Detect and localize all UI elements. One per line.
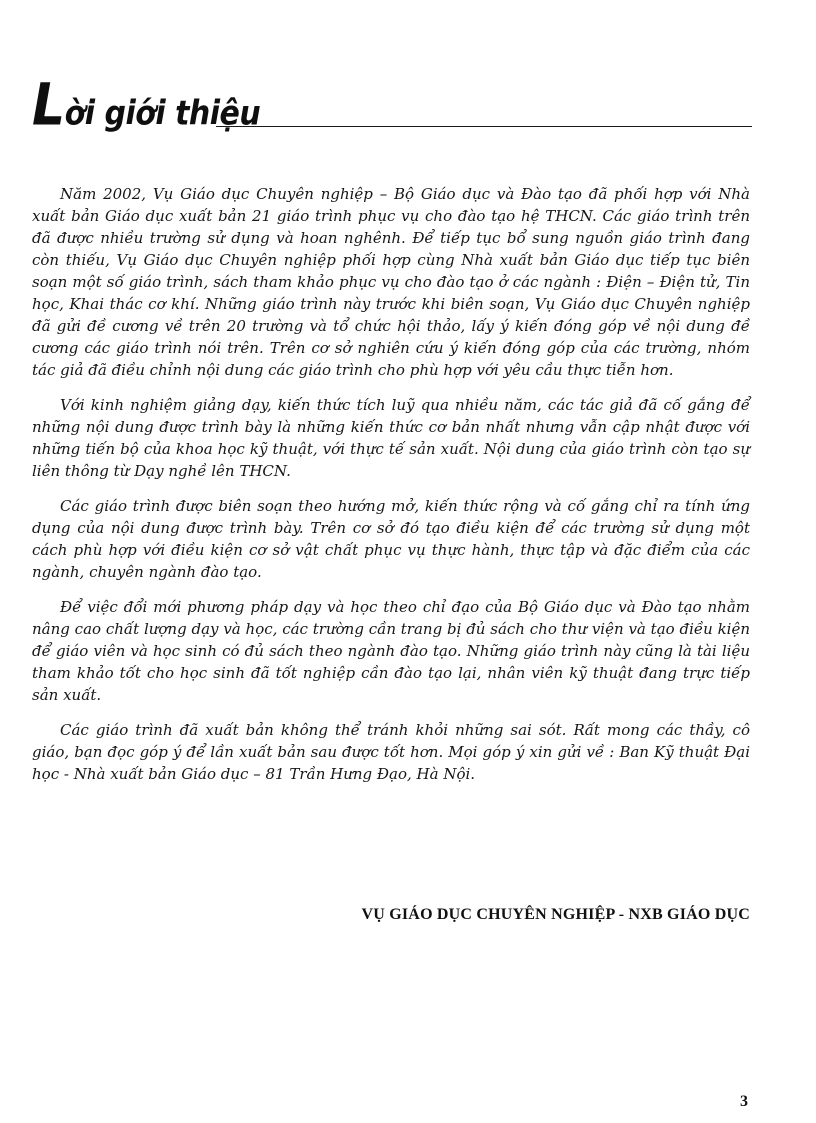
paragraph-innovation: Để việc đổi mới phương pháp dạy và học theo chỉ đạo của Bộ Giáo dục và Đào tạo nhằm nâng cao chất lượng dạy và học, các trường cần trang bị đủ sách cho thư viện và tạo điều kiện để giáo viên và học sinh có đủ sách theo ngành đào tạo. Những giáo trình này cũng là tài liệu tham khảo tốt cho học sinh đã tốt nghiệp cần đào tạo lại, nhân viên kỹ thuật đang trực tiếp sản xuất. [32, 598, 750, 704]
paragraph-intro: Năm 2002, Vụ Giáo dục Chuyên nghiệp – Bộ Giáo dục và Đào tạo đã phối hợp với Nhà xuất bản Giáo dục xuất bản 21 giáo trình phục vụ cho đào tạo hệ THCN. Các giáo trình trên đã được nhiều trường sử dụng và hoan nghênh. Để tiếp tục bổ sung nguồn giáo trình đang còn thiếu, Vụ Giáo dục Chuyên nghiệp phối hợp cùng Nhà xuất bản Giáo dục tiếp tục biên soạn một số giáo trình, sách tham khảo phục vụ cho đào tạo ở các ngành : Điện – Điện tử, Tin học, Khai thác cơ khí. Những giáo trình này trước khi biên soạn, Vụ Giáo dục Chuyên nghiệp đã gửi đề cương về trên 20 trường và tổ chức hội thảo, lấy ý kiến đóng góp về nội dung đề cương các giáo trình nói trên. Trên cơ sở nghiên cứu ý kiến đóng góp của các trường, nhóm tác giả đã điều chỉnh nội dung các giáo trình cho phù hợp với yêu cầu thực tiễn hơn. [32, 185, 750, 379]
paragraph-feedback: Các giáo trình đã xuất bản không thể tránh khỏi những sai sót. Rất mong các thầy, cô giáo, bạn đọc góp ý để lần xuất bản sau được tốt hơn. Mọi góp ý xin gửi về : Ban Kỹ thuật Đại học - Nhà xuất bản Giáo dục – 81 Trần Hưng Đạo, Hà Nội. [32, 721, 750, 783]
paragraph-experience: Với kinh nghiệm giảng dạy, kiến thức tích luỹ qua nhiều năm, các tác giả đã cố gắng để những nội dung được trình bày là những kiến thức cơ bản nhất nhưng vẫn cập nhật được với những tiến bộ của khoa học kỹ thuật, với thực tế sản xuất. Nội dung của giáo trình còn tạo sự liên thông từ Dạy nghề lên THCN. [32, 396, 750, 480]
signature: VỤ GIÁO DỤC CHUYÊN NGHIỆP - NXB GIÁO DỤC [361, 906, 750, 923]
heading-rule [216, 126, 752, 127]
heading-title: Lời giới thiệu [32, 72, 261, 140]
paragraph-open-approach: Các giáo trình được biên soạn theo hướng mở, kiến thức rộng và cố gắng chỉ ra tính ứng dụng của nội dung được trình bày. Trên cơ sở đó tạo điều kiện để các trường sử dụng một cách phù hợp với điều kiện cơ sở vật chất phục vụ thực hành, thực tập và đặc điểm của các ngành, chuyên ngành đào tạo. [32, 497, 750, 581]
body-text [32, 183, 750, 798]
section-heading [32, 72, 752, 142]
page-number: 3 [740, 1093, 748, 1110]
